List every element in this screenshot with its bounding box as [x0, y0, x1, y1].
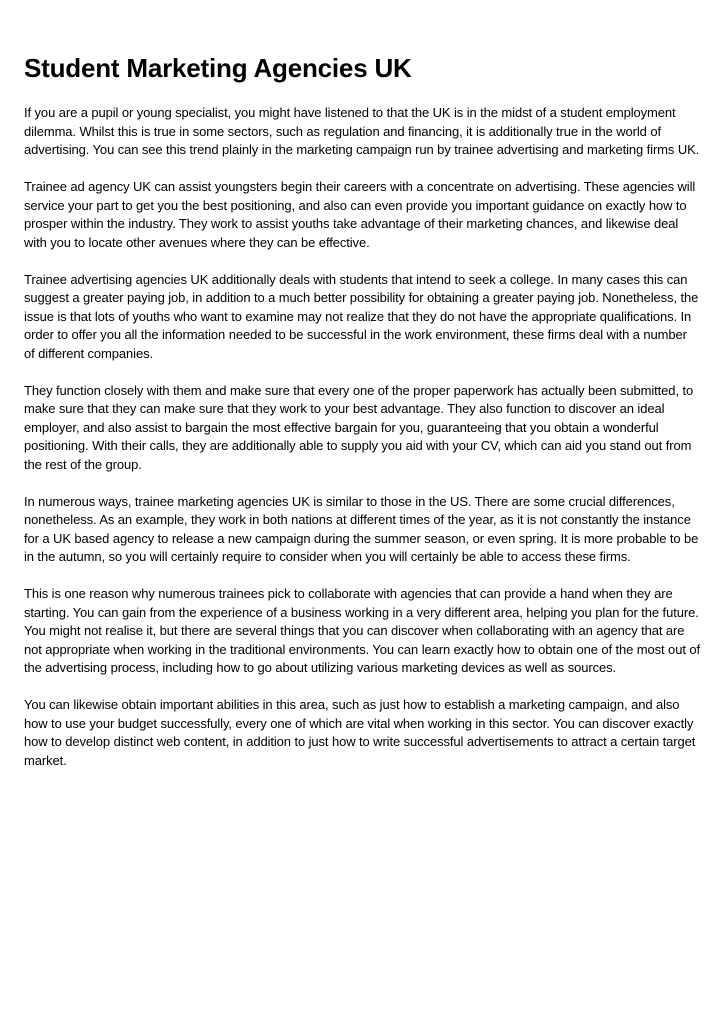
paragraph-3: Trainee advertising agencies UK additionally deals with students that intend to seek a college. In many cases this can suggest a greater paying job, in addition to a much better possibility for obtaining a greater paying job. Nonetheless, the issue is that lots of youths who want to examine may not realize that they do not have the appropriate qualifications. In order to offer you all the information needed to be successful in the work environment, these firms deal with a number of different companies. — [24, 271, 699, 361]
paragraph-7: You can likewise obtain important abilities in this area, such as just how to establish a marketing campaign, and also how to use your budget successfully, every one of which are vital when working in this sector. You can discover exactly how to develop distinct web content, in addition to just how to write successful advertisements to attract a certain target market. — [24, 697, 696, 768]
document-page — [24, 0, 700, 789]
article-body — [24, 104, 700, 770]
paragraph-6: This is one reason why numerous trainees pick to collaborate with agencies that can provide a hand when they are starting. You can gain from the experience of a business working in a very different area, helping you plan for the future. You might not realise it, but there are several things that you can discover when collaborating with an agency that are not appropriate when working in the traditional environments. You can learn exactly how to obtain one of the most out of the advertising process, including how to go about utilizing various marketing devices as well as sources. — [24, 586, 700, 675]
paragraph-2: Trainee ad agency UK can assist youngsters begin their careers with a concentrate on advertising. These agencies will service your part to get you the best positioning, and also can even provide you important guidance on exactly how to prosper within the industry. They work to assist youths take advantage of their marketing chances, and likewise deal with you to locate other avenues where they can be effective. — [24, 179, 696, 250]
paragraph-5: In numerous ways, trainee marketing agencies UK is similar to those in the US. There are some crucial differences, nonetheless. As an example, they work in both nations at different times of the year, as it is not constantly the instance for a UK based agency to release a new campaign during the summer season, or even spring. It is more probable to be in the autumn, so you will certainly require to consider when you will certainly be able to access these firms. — [24, 493, 699, 564]
paragraph-1: If you are a pupil or young specialist, you might have listened to that the UK is in the midst of a student employment dilemma. Whilst this is true in some sectors, such as regulation and financing, it is additionally true in the world of advertising. You can see this trend plainly in the marketing campaign run by trainee advertising and marketing firms UK. — [24, 105, 700, 157]
paragraph-4: They function closely with them and make sure that every one of the proper paperwork has actually been submitted, to make sure that they can make sure that they work to your best advantage. They also function to discover an ideal employer, and also assist to bargain the most effective bargain for you, guaranteeing that you obtain a wonderful positioning. With their calls, they are additionally able to supply you aid with your CV, which can aid you stand out from the rest of the group. — [24, 382, 694, 472]
page-title: Student Marketing Agencies UK — [24, 53, 412, 83]
